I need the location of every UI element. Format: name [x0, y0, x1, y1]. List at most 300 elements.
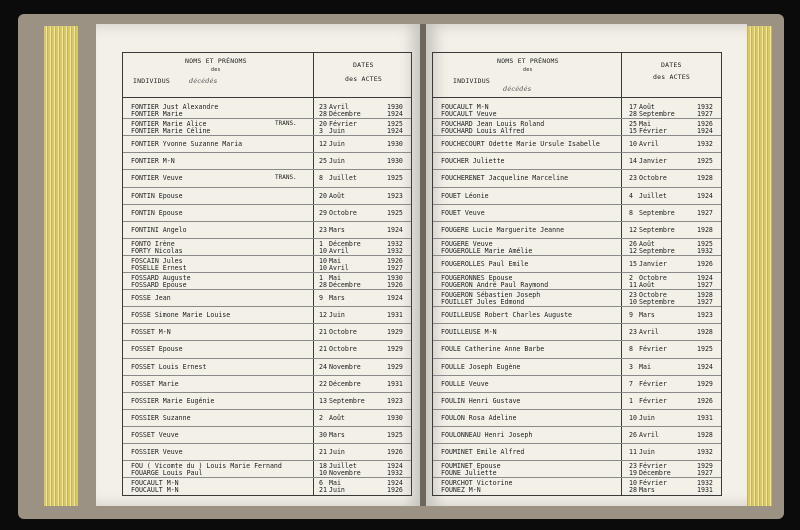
entry-year: 1929: [697, 379, 713, 388]
entry-name: FOSSET Marie: [131, 379, 179, 388]
entry-day: 25: [629, 120, 637, 129]
entry-month: Juin: [329, 127, 345, 136]
register-row: [433, 289, 721, 306]
entry-day: 19: [629, 469, 637, 478]
row-rule: [433, 443, 721, 444]
page-edges-left: [44, 26, 78, 506]
entry-day: 12: [629, 225, 637, 234]
entry-name: FOUNE Juliette: [441, 469, 497, 478]
entry-year: 1924: [387, 110, 403, 118]
register-row: [123, 426, 411, 443]
entry-name: FOSSIER Marie Eugénie: [131, 396, 215, 405]
entry-month: Juillet: [329, 174, 357, 183]
row-rule: [433, 426, 721, 427]
entry-month: Août: [639, 103, 655, 111]
entry-day: 15: [629, 259, 637, 268]
entry-year: 1929: [697, 462, 713, 471]
entry-day: 10: [319, 256, 327, 265]
row-rule: [433, 289, 721, 290]
entry-month: Février: [639, 462, 667, 471]
register-row: [433, 323, 721, 340]
entry-year: 1932: [387, 469, 403, 478]
dates-column-subtitle: des ACTES: [653, 73, 691, 81]
row-rule: [123, 238, 411, 239]
entry-month: Mars: [329, 225, 345, 234]
entry-day: 10: [629, 298, 637, 307]
entry-month: Octobre: [639, 291, 667, 300]
entry-day: 3: [319, 127, 323, 136]
entry-day: 10: [629, 140, 637, 149]
row-rule: [123, 375, 411, 376]
entry-name: FOUCAULT M-N: [441, 103, 489, 111]
entry-month: Mars: [639, 486, 655, 495]
entry-name: FORTY Nicolas: [131, 246, 183, 255]
register-row: [123, 169, 411, 186]
names-column-individus: INDIVIDUS: [133, 77, 171, 85]
entry-month: Mars: [639, 311, 655, 320]
entry-year: 1927: [387, 263, 403, 272]
entry-year: 1926: [697, 259, 713, 268]
entry-day: 10: [319, 246, 327, 255]
entry-month: Octobre: [639, 274, 667, 282]
row-rule: [123, 460, 411, 461]
entry-year: 1929: [387, 362, 403, 371]
register-row: [123, 238, 411, 255]
names-column-handwritten: décédés: [503, 85, 532, 93]
register-row: [433, 101, 721, 118]
entry-day: 22: [319, 379, 327, 388]
entry-year: 1930: [387, 274, 403, 282]
register-row: [433, 460, 721, 477]
entry-year: 1930: [387, 157, 403, 166]
entry-day: 20: [319, 191, 327, 200]
entry-day: 29: [319, 208, 327, 217]
register-row: [433, 187, 721, 204]
register-row: [123, 375, 411, 392]
entry-month: Novembre: [329, 469, 361, 478]
register-row: [123, 289, 411, 306]
entry-day: 23: [629, 328, 637, 337]
entry-name: FOUILLEUSE Robert Charles Auguste: [441, 311, 573, 320]
entry-year: 1932: [697, 246, 713, 255]
entry-month: Avril: [639, 328, 659, 337]
entry-year: 1926: [697, 120, 713, 129]
entry-year: 1923: [387, 191, 403, 200]
register-row: [123, 204, 411, 221]
entry-name: FONTIN Epouse: [131, 208, 183, 217]
entry-year: 1923: [697, 311, 713, 320]
entry-day: 25: [319, 157, 327, 166]
entry-year: 1925: [387, 430, 403, 439]
entry-year: 1928: [697, 291, 713, 300]
entry-day: 21: [319, 486, 327, 495]
entry-year: 1932: [697, 103, 713, 111]
entry-name: FOSSET M-N: [131, 328, 171, 337]
entry-month: Mai: [329, 479, 341, 488]
entry-day: 12: [629, 246, 637, 255]
entry-month: Février: [639, 379, 667, 388]
page-edges-right: [744, 26, 772, 506]
entry-day: 3: [629, 362, 633, 371]
entry-year: 1927: [697, 281, 713, 289]
register-row: [433, 340, 721, 357]
entry-name: FONTO Irène: [131, 239, 175, 248]
entry-year: 1927: [697, 469, 713, 478]
row-rule: [433, 118, 721, 119]
entry-year: 1924: [697, 362, 713, 371]
register-row: [123, 221, 411, 238]
entry-name: FOSSET Louis Ernest: [131, 362, 207, 371]
entry-day: 9: [629, 311, 633, 320]
header-rule: [433, 97, 721, 98]
row-rule: [123, 477, 411, 478]
entry-day: 8: [319, 174, 323, 183]
book-gutter: [420, 24, 426, 506]
entry-month: Septembre: [329, 396, 365, 405]
row-rule: [123, 118, 411, 119]
entry-day: 1: [319, 274, 323, 282]
entry-day: 11: [629, 281, 637, 289]
entry-month: Octobre: [329, 328, 357, 337]
entry-year: 1924: [697, 191, 713, 200]
entry-year: 1928: [697, 174, 713, 183]
entry-name: FOULE Catherine Anne Barbe: [441, 345, 545, 354]
entry-year: 1930: [387, 103, 403, 111]
register-row: [123, 118, 411, 135]
entry-month: Juin: [329, 140, 345, 149]
entry-year: 1924: [387, 225, 403, 234]
entry-month: Mai: [329, 274, 341, 282]
entry-month: Septembre: [639, 246, 675, 255]
entry-day: 28: [629, 110, 637, 118]
entry-name: FOSSE Jean: [131, 294, 171, 303]
entry-year: 1929: [387, 328, 403, 337]
entry-day: 12: [319, 311, 327, 320]
entry-year: 1925: [387, 174, 403, 183]
entry-year: 1923: [387, 396, 403, 405]
entry-month: Avril: [639, 140, 659, 149]
entry-day: 13: [319, 396, 327, 405]
row-rule: [433, 221, 721, 222]
entry-day: 7: [629, 379, 633, 388]
entry-month: Février: [639, 127, 667, 136]
register-row: [123, 135, 411, 152]
register-row: [433, 169, 721, 186]
entry-month: Octobre: [329, 208, 357, 217]
entry-name: FOUCHECOURT Odette Marie Ursule Isabelle: [441, 140, 600, 149]
entry-name: FOSSE Simone Marie Louise: [131, 311, 231, 320]
entry-month: Décembre: [329, 239, 361, 248]
row-rule: [433, 409, 721, 410]
header-rule: [123, 97, 411, 98]
row-rule: [123, 135, 411, 136]
register-row: [433, 204, 721, 221]
register-row: [433, 238, 721, 255]
register-row: [433, 409, 721, 426]
row-rule: [123, 340, 411, 341]
entry-tag: TRANS.: [275, 120, 297, 128]
register-row: [433, 358, 721, 375]
entry-month: Juin: [329, 311, 345, 320]
entry-year: 1924: [387, 479, 403, 488]
entry-month: Mars: [329, 430, 345, 439]
entry-month: Février: [639, 396, 667, 405]
names-column-des: des: [211, 67, 221, 73]
entry-day: 23: [629, 291, 637, 300]
row-rule: [123, 152, 411, 153]
entry-month: Décembre: [329, 281, 361, 289]
entry-day: 26: [629, 430, 637, 439]
entry-year: 1932: [697, 448, 713, 456]
register-row: [433, 152, 721, 169]
row-rule: [123, 392, 411, 393]
row-rule: [433, 135, 721, 136]
entry-name: FOSSARD Epouse: [131, 281, 187, 289]
row-rule: [123, 358, 411, 359]
entry-month: Décembre: [639, 469, 671, 478]
entry-name: FOUET Léonie: [441, 191, 489, 200]
entry-month: Mars: [329, 294, 345, 303]
entry-name: FOUCHERENET Jacqueline Marceline: [441, 174, 569, 183]
entry-day: 6: [319, 479, 323, 488]
entry-year: 1931: [697, 486, 713, 495]
row-rule: [433, 169, 721, 170]
register-row: [123, 460, 411, 477]
row-rule: [433, 152, 721, 153]
entry-month: Septembre: [639, 298, 675, 307]
entry-name: FONTIER Just Alexandre: [131, 103, 219, 111]
entry-year: 1931: [387, 311, 403, 320]
entry-month: Août: [329, 191, 345, 200]
entry-year: 1924: [387, 294, 403, 303]
entry-name: FOUCAULT M-N: [131, 479, 179, 488]
entry-year: 1932: [697, 479, 713, 488]
entry-day: 10: [629, 413, 637, 422]
entry-name: FONTIER Veuve: [131, 174, 183, 183]
entry-name: FOUARGE Louis Paul: [131, 469, 203, 478]
row-rule: [433, 460, 721, 461]
register-row: [123, 358, 411, 375]
register-row: [433, 477, 721, 494]
register-row: [123, 152, 411, 169]
register-row: [433, 426, 721, 443]
entry-name: FOSSIER Veuve: [131, 448, 183, 456]
row-rule: [433, 358, 721, 359]
entry-name: FONTIER Marie Céline: [131, 127, 211, 136]
row-rule: [123, 187, 411, 188]
register-row: [123, 340, 411, 357]
entry-year: 1927: [697, 298, 713, 307]
entry-name: FOUMINET Emile Alfred: [441, 448, 525, 456]
entry-day: 10: [319, 469, 327, 478]
entry-name: FONTIER M-N: [131, 157, 175, 166]
entry-year: 1925: [387, 120, 403, 129]
entry-day: 24: [319, 362, 327, 371]
register-row: [123, 392, 411, 409]
entry-day: 2: [629, 274, 633, 282]
entry-name: FOUGEROLLES Paul Emile: [441, 259, 529, 268]
row-rule: [123, 272, 411, 273]
entry-day: 1: [319, 239, 323, 248]
row-rule: [123, 409, 411, 410]
names-column-title: NOMS ET PRÉNOMS: [497, 57, 559, 65]
entry-name: FOUGERE Veuve: [441, 239, 493, 248]
register-row: [123, 306, 411, 323]
row-rule: [123, 204, 411, 205]
row-rule: [123, 169, 411, 170]
entry-name: FOUCHARD Louis Alfred: [441, 127, 525, 136]
entry-name: FOUGERONNES Epouse: [441, 274, 513, 282]
entry-day: 26: [629, 239, 637, 248]
entry-name: FONTIN Epouse: [131, 191, 183, 200]
entry-year: 1926: [387, 486, 403, 495]
entry-year: 1926: [387, 448, 403, 456]
entry-year: 1925: [697, 157, 713, 166]
register-row: [433, 221, 721, 238]
entry-day: 8: [629, 345, 633, 354]
entry-day: 28: [319, 110, 327, 118]
register-row: [433, 272, 721, 289]
entry-month: Juin: [329, 448, 345, 456]
entry-year: 1928: [697, 328, 713, 337]
entry-month: Janvier: [639, 259, 667, 268]
entry-day: 21: [319, 448, 327, 456]
entry-month: Mai: [639, 120, 651, 129]
entry-month: Février: [639, 345, 667, 354]
row-rule: [433, 340, 721, 341]
entry-day: 8: [629, 208, 633, 217]
entry-month: Août: [639, 239, 655, 248]
entry-day: 23: [629, 462, 637, 471]
entry-month: Juin: [329, 486, 345, 495]
row-rule: [433, 375, 721, 376]
register-row: [123, 409, 411, 426]
entry-month: Février: [329, 120, 357, 129]
row-rule: [433, 392, 721, 393]
entry-name: FOULONNEAU Henri Joseph: [441, 430, 533, 439]
row-rule: [433, 306, 721, 307]
names-column-title: NOMS ET PRÉNOMS: [185, 57, 247, 65]
entry-month: Juin: [639, 448, 655, 456]
entry-year: 1924: [697, 274, 713, 282]
row-rule: [123, 289, 411, 290]
entry-day: 12: [319, 140, 327, 149]
entry-name: FOUCHER Juliette: [441, 157, 505, 166]
entry-year: 1925: [697, 239, 713, 248]
entry-name: FOUILLEUSE M-N: [441, 328, 497, 337]
row-rule: [123, 306, 411, 307]
entry-name: FOUGEROLLE Marie Amélie: [441, 246, 533, 255]
entry-year: 1929: [387, 345, 403, 354]
entry-name: FOULLE Joseph Eugène: [441, 362, 521, 371]
entry-day: 21: [319, 345, 327, 354]
entry-name: FOUCAULT Veuve: [441, 110, 497, 118]
entry-day: 11: [629, 448, 637, 456]
entry-day: 28: [319, 281, 327, 289]
entry-year: 1932: [387, 246, 403, 255]
entry-name: FONTIER Marie Alice: [131, 120, 207, 129]
row-rule: [123, 255, 411, 256]
entry-month: Juillet: [329, 462, 357, 471]
row-rule: [123, 426, 411, 427]
entry-month: Avril: [329, 246, 349, 255]
entry-name: FOSSARD Auguste: [131, 274, 191, 282]
entry-month: Avril: [329, 263, 349, 272]
row-rule: [123, 443, 411, 444]
register-row: [433, 135, 721, 152]
entry-year: 1926: [697, 396, 713, 405]
row-rule: [433, 238, 721, 239]
entry-name: FOSSIER Suzanne: [131, 413, 191, 422]
entry-year: 1932: [697, 140, 713, 149]
register-row: [433, 255, 721, 272]
entry-year: 1924: [387, 462, 403, 471]
row-rule: [433, 323, 721, 324]
entry-month: Juin: [329, 157, 345, 166]
entry-name: FOUGERE Lucie Marguerite Jeanne: [441, 225, 565, 234]
entry-day: 2: [319, 413, 323, 422]
entry-day: 10: [629, 479, 637, 488]
entry-day: 15: [629, 127, 637, 136]
row-rule: [123, 221, 411, 222]
entry-name: FOURCHOT Victorine: [441, 479, 513, 488]
entry-year: 1925: [697, 345, 713, 354]
register-table-right: [432, 52, 722, 496]
entry-name: FOU ( Vicomte du ) Louis Marie Fernand: [131, 462, 282, 471]
entry-day: 30: [319, 430, 327, 439]
entry-month: Avril: [639, 430, 659, 439]
entry-year: 1932: [387, 239, 403, 248]
register-row: [123, 101, 411, 118]
entry-month: Septembre: [639, 110, 675, 118]
register-row: [433, 443, 721, 460]
entry-month: Mai: [639, 362, 651, 371]
names-column-individus: INDIVIDUS: [453, 77, 491, 85]
entry-year: 1925: [387, 208, 403, 217]
entry-name: FOUGERON André Paul Raymond: [441, 281, 549, 289]
entry-name: FOSCAIN Jules: [131, 256, 183, 265]
names-column-handwritten: décédés: [189, 77, 218, 85]
row-rule: [433, 272, 721, 273]
entry-day: 21: [319, 328, 327, 337]
entry-name: FOUCAULT M-N: [131, 486, 179, 495]
entry-day: 20: [319, 120, 327, 129]
row-rule: [433, 204, 721, 205]
entry-month: Février: [639, 479, 667, 488]
entry-month: Juillet: [639, 191, 667, 200]
entry-month: Novembre: [329, 362, 361, 371]
entry-year: 1926: [387, 281, 403, 289]
row-rule: [433, 187, 721, 188]
entry-month: Août: [639, 281, 655, 289]
names-column-des: des: [523, 67, 533, 73]
dates-column-subtitle: des ACTES: [345, 75, 383, 83]
entry-year: 1927: [697, 208, 713, 217]
entry-month: Septembre: [639, 225, 675, 234]
entry-month: Juin: [639, 413, 655, 422]
entry-name: FOUGERON Sébastien Joseph: [441, 291, 541, 300]
entry-day: 9: [319, 294, 323, 303]
entry-year: 1931: [697, 413, 713, 422]
entry-day: 14: [629, 157, 637, 166]
entry-year: 1930: [387, 140, 403, 149]
entry-name: FOUILLET Jules Edmond: [441, 298, 525, 307]
entry-day: 23: [319, 225, 327, 234]
register-table-left: [122, 52, 412, 496]
entry-day: 10: [319, 263, 327, 272]
entry-month: Janvier: [639, 157, 667, 166]
entry-name: FOUMINET Epouse: [441, 462, 501, 471]
